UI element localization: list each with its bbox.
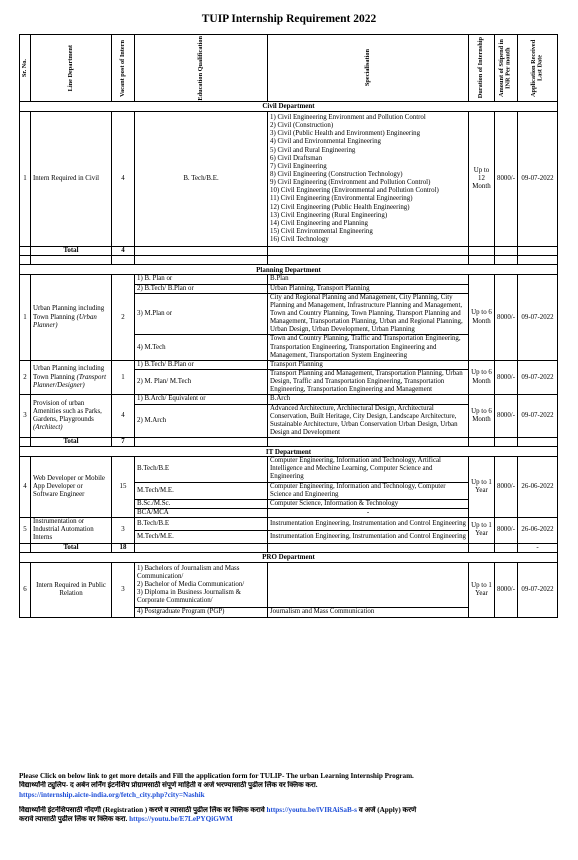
section-planning: Planning Department	[20, 265, 558, 275]
total-row-it	[20, 543, 558, 552]
specialisation-cell: Instrumentation Engineering, Instrumentation and Control Engineering	[268, 530, 469, 543]
duration-cell: Up to 6 Month	[469, 395, 495, 438]
header-education: Education Qualification	[196, 35, 204, 101]
total-label: Total	[31, 543, 112, 552]
line-department-cell: Provision of urban Amenities such as Parks, Gardens, Playgrounds (Architect)	[31, 395, 112, 438]
specialisation-cell: -	[268, 509, 469, 518]
education-cell: M.Tech/M.E.	[135, 530, 268, 543]
education-cell: 2) B.Tech/ B.Plan or	[135, 284, 268, 293]
document-title: TUIP Internship Requirement 2022	[201, 13, 377, 25]
stipend-cell: 8000/-	[495, 360, 518, 395]
spec-item: 1) Civil Engineering Environment and Pollution Control	[270, 114, 426, 121]
education-cell: B.Tech/B.E	[135, 457, 268, 482]
education-cell: 2) M.Arch	[135, 404, 268, 438]
sr-cell: 1	[20, 112, 31, 247]
education-cell: B.Sc./M.Sc.	[135, 499, 268, 508]
specialisation-cell: Transport Planning	[268, 360, 469, 369]
duration-cell: Up to 1 Year	[469, 562, 495, 617]
footer-notes	[19, 772, 557, 825]
total-label: Total	[31, 247, 112, 256]
specialisation-cell: B.Arch	[268, 395, 469, 404]
duration-cell: Up to 6 Month	[469, 275, 495, 360]
section-civil: Civil Department	[20, 102, 558, 112]
spec-item: 14) Civil Engineering and Planning	[270, 219, 368, 227]
stipend-cell: 8000/-	[495, 112, 518, 247]
section-it: IT Department	[20, 447, 558, 457]
total-row-civil	[20, 247, 558, 256]
sr-cell: 3	[20, 395, 31, 438]
application-link[interactable]: https://internship.aicte-india.org/fetch_city.php?city=Nashik	[19, 790, 205, 799]
table-row-planning-3	[20, 395, 558, 404]
education-cell: BCA/MCA	[135, 509, 268, 518]
education-cell: 1) B.Tech/ B.Plan or	[135, 360, 268, 369]
sr-cell: 1	[20, 275, 31, 360]
last-date-cell: 09-07-2022	[518, 112, 558, 247]
spec-item: 8) Civil Engineering (Construction Technology)	[270, 170, 403, 178]
education-cell: 1) B. Plan or	[135, 275, 268, 284]
last-date-cell: 09-07-2022	[518, 275, 558, 360]
stipend-cell: 8000/-	[495, 275, 518, 360]
spec-item: 3) Civil (Public Health and Environment) Engineering	[270, 130, 421, 138]
line-department-cell: Urban Planning including Town Planning (Urban Planner)	[31, 275, 112, 360]
spec-item: 11) Civil Engineering (Environmental Engineering)	[270, 195, 413, 203]
spec-item: 12) Civil Engineering (Public Health Engineering)	[270, 203, 410, 211]
total-row-planning	[20, 438, 558, 447]
table-row-it-2	[20, 518, 558, 531]
vacant-cell: 1	[112, 360, 135, 395]
sr-cell: 6	[20, 562, 31, 617]
last-date-cell: 09-07-2022	[518, 360, 558, 395]
specialisation-cell: Journalism and Mass Communication	[268, 608, 469, 617]
line-department-cell: Intern Required in Civil	[31, 112, 112, 247]
specialisation-cell: City and Regional Planning and Management, City Planning, City Planning and Management, Infrastructure Planning and Management, Town and Country Planning, Town Planning, Transport Planning and Management, Transportation Planning, Urban and Regional Planning, Urban Design, Urban Development, Urban Planning	[268, 293, 469, 335]
table-row-planning-2	[20, 360, 558, 369]
education-cell: 1) B.Arch/ Equivalent or	[135, 395, 268, 404]
stipend-cell: 8000/-	[495, 395, 518, 438]
education-cell: 1) Bachelors of Journalism and Mass Communication/ 2) Bachelor of Media Communication/ 3) Diploma in Business Journalism & Corporate Communication/	[135, 562, 268, 608]
table-row-it-1	[20, 457, 558, 482]
internship-table	[19, 34, 558, 618]
education-cell: M.Tech/M.E.	[135, 482, 268, 499]
education-cell: 4) M.Tech	[135, 335, 268, 360]
last-date-cell: 09-07-2022	[518, 562, 558, 617]
spec-item: 4) Civil and Environmental Engineering	[270, 138, 381, 146]
specialisation-cell	[268, 562, 469, 608]
table-row-pro	[20, 562, 558, 608]
header-last-date: Application Received Last Date	[529, 39, 544, 97]
specialisation-list	[268, 112, 469, 247]
header-vacant-post: Vacant post of Intern	[118, 39, 126, 97]
total-value: 18	[112, 543, 135, 552]
specialisation-cell: Town and Country Planning, Traffic and Transportation Engineering, Transportation Engineering, Transportation Engineering and Management, Transportation System Engineering	[268, 335, 469, 360]
spec-item: 6) Civil Draftsman	[270, 154, 323, 162]
duration-cell: Up to 6 Month	[469, 360, 495, 395]
vacant-cell: 3	[112, 562, 135, 617]
stipend-cell: 8000/-	[495, 457, 518, 518]
apply-note: करावे त्यासाठी पुढील लिंक वर क्लिक करा. https://youtu.be/E7LePYQiGWM	[19, 815, 233, 824]
header-line-department: Line Department	[66, 44, 74, 92]
vacant-cell: 15	[112, 457, 135, 518]
duration-cell: Up to 12 Month	[469, 112, 495, 247]
total-value: 7	[112, 438, 135, 447]
duration-cell: Up to 1 Year	[469, 518, 495, 543]
header-specialisation: Specialisation	[363, 49, 371, 87]
header-sr: Sr. No.	[21, 58, 28, 78]
apply-video-link[interactable]: https://youtu.be/E7LePYQiGWM	[129, 815, 233, 824]
registration-note: विद्यार्थ्यांनी इंटर्नशिपसाठी नोंदणी (Registration ) करणे व त्यासाठी पुढील लिंक वर क्लिक करावे https://youtu.be/lVIRAiSaB-s व अर्ज (Apply) करणे	[19, 806, 417, 815]
table-row-planning-1	[20, 275, 558, 284]
stipend-cell: 8000/-	[495, 518, 518, 543]
specialisation-cell: Advanced Architecture, Architectural Design, Architectural Conservation, Built Heritage, City Design, Landscape Architecture, Sustainable Architecture, Urban Conservation Urban Design, Urban Design and Development	[268, 404, 469, 438]
vacant-cell: 4	[112, 112, 135, 247]
vacant-cell: 2	[112, 275, 135, 360]
header-stipend: Amount of Stipend in INR Per month	[498, 39, 512, 97]
line-department-cell: Intern Required in Public Relation	[31, 562, 112, 617]
last-date-cell: 09-07-2022	[518, 395, 558, 438]
spec-item: 15) Civil Environmental Engineering	[270, 227, 373, 235]
sr-cell: 2	[20, 360, 31, 395]
header-duration: Duration of Internship	[477, 37, 485, 99]
specialisation-cell: Instrumentation Engineering, Instrumentation and Control Engineering	[268, 518, 469, 531]
header-row	[20, 35, 558, 102]
education-cell: 4) Postgraduate Program (PGP)	[135, 608, 268, 617]
spec-item: 5) Civil and Rural Engineering	[270, 146, 356, 154]
sr-cell: 4	[20, 457, 31, 518]
table-row-civil	[20, 112, 558, 247]
line-department-cell: Instrumentation or Industrial Automation Interns	[31, 518, 112, 543]
education-cell: B.Tech/B.E	[135, 518, 268, 531]
last-date-cell: 26-06-2022	[518, 457, 558, 518]
total-label: Total	[31, 438, 112, 447]
registration-video-link[interactable]: https://youtu.be/lVIRAiSaB-s	[266, 806, 357, 815]
total-dash: -	[518, 543, 558, 552]
specialisation-cell: Computer Engineering, Information and Technology, Artifical Intelligence and Mechine Learning, Computer Science and Engineering	[268, 457, 469, 482]
education-cell: B. Tech/B.E.	[135, 112, 268, 247]
line-department-cell: Urban Planning including Town Planning (Transport Planner/Designer)	[31, 360, 112, 395]
education-cell: 2) M. Plan/ M.Tech	[135, 369, 268, 394]
sr-cell: 5	[20, 518, 31, 543]
vacant-cell: 4	[112, 395, 135, 438]
footer-english-note: Please Click on below link to get more details and Fill the application form for TULIP- The urban Learning Internship Program.	[19, 772, 414, 780]
section-pro: PRO Department	[20, 552, 558, 562]
specialisation-cell: Urban Planning, Transport Planning	[268, 284, 469, 293]
specialisation-cell: Computer Science, Information & Technology	[268, 499, 469, 508]
specialisation-cell: Computer Engineering, Information and Technology, Computer Science and Engineering	[268, 482, 469, 499]
stipend-cell: 8000/-	[495, 562, 518, 617]
line-department-cell: Web Developer or Mobile App Developer or Software Engineer	[31, 457, 112, 518]
spec-item: 7) Civil Engineering	[270, 162, 327, 170]
footer-marathi-note: विद्यार्थ्यांनी ट्युलिप- द अर्बन लर्निंग इंटर्नशिप प्रोग्रामसाठी संपूर्ण माहिती व अर्ज भरण्यासाठी पुढील लिंक वर क्लिक करा.	[19, 781, 318, 790]
specialisation-cell: Transport Planning and Management, Transportation Planning, Urban Design, Traffic and Transportation Engineering, Transportation Engineering, Transportation Engineering and Management	[268, 369, 469, 394]
spec-item: 16) Civil Technology	[270, 236, 329, 244]
total-value: 4	[112, 247, 135, 256]
last-date-cell: 26-06-2022	[518, 518, 558, 543]
education-cell: 3) M.Plan or	[135, 293, 268, 335]
specialisation-cell: B.Plan	[268, 275, 469, 284]
duration-cell: Up to 1 Year	[469, 457, 495, 518]
vacant-cell: 3	[112, 518, 135, 543]
spec-item: 10) Civil Engineering (Environmental and Pollution Control)	[270, 187, 439, 195]
spec-item: 2) Civil (Construction)	[270, 122, 334, 130]
spec-item: 9) Civil Engineering (Environment and Pollution Control)	[270, 179, 431, 187]
spec-item: 13) Civil Engineering (Rural Engineering)	[270, 211, 388, 219]
